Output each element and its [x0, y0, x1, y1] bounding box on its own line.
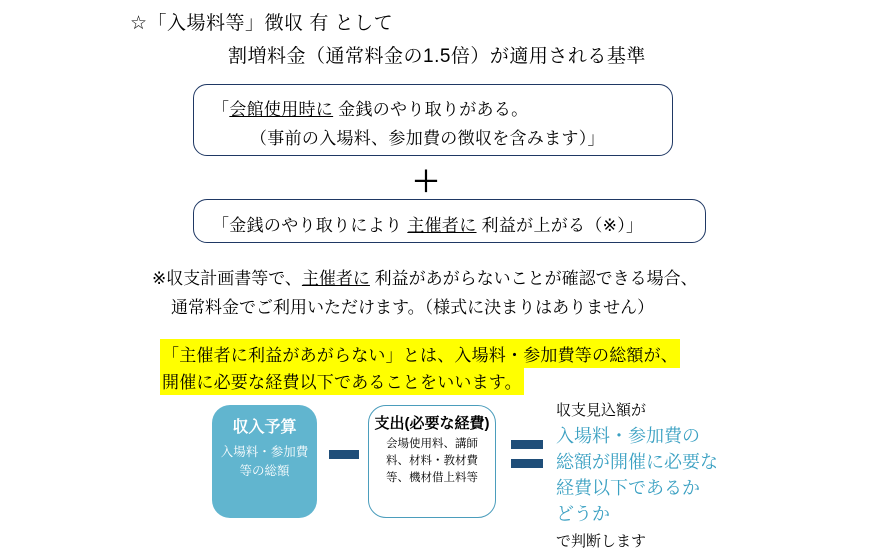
criteria-box-a: [193, 84, 673, 156]
criteria-box-a-line1: [212, 95, 528, 120]
criteria-box-a-rest: 金銭のやり取りがある。: [333, 100, 529, 119]
highlight-line2: 開催に必要な経費以下であることをいいます。: [160, 366, 524, 395]
diagram-expense-body: [369, 436, 495, 487]
criteria-box-a-prefix: 「: [212, 100, 230, 119]
diagram-income-title: 収入予算: [232, 419, 297, 436]
criteria-box-b-line1: [212, 211, 643, 236]
diagram-income-body-line2: 等の総額: [239, 464, 290, 478]
diagram-income-body-line1: 入場料・参加費: [220, 445, 309, 459]
diagram-expense-chip: [368, 405, 496, 518]
note-prefix: ※収支計画書等で、: [152, 269, 302, 288]
page-title-line1: ☆「入場料等」徴収 有 として: [130, 13, 394, 34]
equals-symbol-icon-bottom: [511, 459, 543, 468]
plus-operator: ＋: [412, 166, 441, 197]
diagram-expense-body-line2: 料、材料・教材費: [386, 455, 478, 467]
criteria-box-b-rest: 利益が上がる（※）」: [476, 216, 644, 235]
equals-symbol-icon-top: [511, 440, 543, 449]
diagram-result-line3: 経費以下であるか: [556, 478, 700, 498]
diagram-result-line4: どうか: [556, 504, 610, 524]
page-title-line2: 割増料金（通常料金の1.5倍）が適用される基準: [228, 46, 646, 67]
diagram-result-tail: で判断します: [556, 533, 647, 550]
diagram-income-body: [212, 443, 317, 481]
diagram-expense-body-line3: 等、機材借上料等: [386, 472, 478, 484]
diagram-expense-body-line1: 会場使用料、講師: [386, 438, 478, 450]
note-line2: 通常料金でご利用いただけます。（様式に決まりはありません）: [171, 298, 655, 317]
diagram-result-text: [556, 398, 856, 554]
highlight-line1: 「主催者に利益があがらない」とは、入場料・参加費等の総額が、: [160, 339, 680, 368]
note-rest: 利益があがらないことが確認できる場合、: [369, 269, 698, 288]
minus-symbol-icon: [329, 450, 359, 459]
diagram-result-line1: 入場料・参加費の: [556, 426, 700, 446]
note-underlined: 主催者に: [301, 269, 370, 288]
criteria-box-b-prefix: 「金銭のやり取りにより: [212, 216, 408, 235]
diagram-expense-title: 支出(必要な経費): [374, 415, 490, 432]
criteria-box-a-underlined: 会館使用時に: [229, 100, 334, 119]
criteria-box-b-underlined: 主催者に: [407, 216, 477, 235]
diagram-result-line2: 総額が開催に必要な: [556, 452, 718, 472]
diagram-income-chip: [212, 405, 317, 518]
note-line1: [152, 265, 698, 293]
criteria-box-b: [193, 199, 706, 243]
diagram-result-lead: 収支見込額が: [556, 402, 647, 419]
criteria-box-a-line2: （事前の入場料、参加費の徴収を含みます）」: [250, 129, 605, 148]
